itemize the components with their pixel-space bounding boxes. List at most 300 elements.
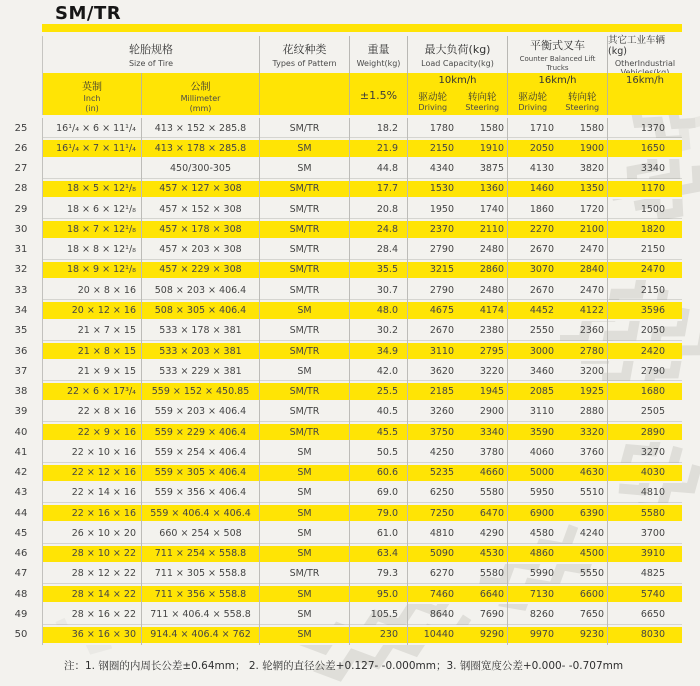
cell-size-mm: 413 × 178 × 285.8 xyxy=(142,138,260,158)
cell-size-mm: 413 × 152 × 285.8 xyxy=(142,118,260,138)
cell-load-driving: 1530 xyxy=(429,183,454,195)
row-cells xyxy=(42,483,682,503)
cell-size-mm: 711 × 254 × 558.8 xyxy=(142,544,260,564)
cell-load-driving: 8640 xyxy=(429,609,454,620)
cell-pattern: SM/TR xyxy=(260,280,350,300)
cell-lift-steering: 6600 xyxy=(558,584,608,604)
cell-weight: 17.7 xyxy=(350,179,408,199)
cell-size-inch: 20 × 8 × 16 xyxy=(42,280,142,300)
cell-size-mm: 660 × 254 × 508 xyxy=(142,523,260,543)
cell-lift-driving: 8260 xyxy=(529,609,554,620)
table-row xyxy=(0,402,682,422)
cell-lift-driving: 2270 xyxy=(529,223,554,235)
cell-size-mm: 559 × 203 × 406.4 xyxy=(142,402,260,422)
row-number: 25 xyxy=(14,122,28,134)
cell-size-mm: 457 × 152 × 308 xyxy=(142,199,260,219)
cell-other-industrial: 1170 xyxy=(640,183,665,195)
table-row xyxy=(0,523,682,543)
cell-load-steering: 6640 xyxy=(458,584,508,604)
row-cells xyxy=(42,442,682,462)
cell-lift-steering: 1900 xyxy=(558,138,608,158)
cell-lift-driving: 4580 xyxy=(529,527,554,539)
subheader-millimeter xyxy=(142,73,260,115)
cell-size-inch: 20 × 12 × 16 xyxy=(42,300,142,320)
cell-load-steering: 6470 xyxy=(458,503,508,523)
header-counter-zh: 平衡式叉车 xyxy=(530,38,585,52)
header-other-en1: OtherIndustrial xyxy=(614,59,676,68)
row-cells xyxy=(42,159,682,179)
cell-size-inch: 18 × 5 × 12¹/₈ xyxy=(42,179,142,199)
cell-other-industrial: 4810 xyxy=(640,487,665,499)
row-number: 40 xyxy=(14,426,28,438)
cell-load-driving: 4340 xyxy=(429,163,454,175)
cell-size-mm: 559 × 254 × 406.4 xyxy=(142,442,260,462)
cell-load-driving: 3215 xyxy=(429,264,454,276)
cell-load-steering: 9290 xyxy=(458,625,508,645)
cell-load-driving: 2370 xyxy=(429,223,454,235)
cell-load-steering: 2860 xyxy=(458,260,508,280)
cell-pattern: SM/TR xyxy=(260,179,350,199)
row-cells xyxy=(42,544,682,564)
row-number: 31 xyxy=(14,244,28,256)
cell-pattern: SM/TR xyxy=(260,422,350,442)
cell-size-inch: 18 × 8 × 12¹/₈ xyxy=(42,240,142,260)
subheader-mm-unit: (mm) xyxy=(189,103,212,113)
cell-lift-steering: 2470 xyxy=(558,280,608,300)
table-row xyxy=(0,604,682,624)
cell-pattern: SM xyxy=(260,604,350,624)
cell-lift-steering: 4500 xyxy=(558,544,608,564)
cell-load-driving: 2185 xyxy=(429,386,454,398)
cell-pattern: SM/TR xyxy=(260,118,350,138)
row-cells xyxy=(42,361,682,381)
cell-weight: 105.5 xyxy=(350,604,408,624)
cell-lift-steering: 2880 xyxy=(558,402,608,422)
cell-pattern: SM/TR xyxy=(260,199,350,219)
steering-en: Steering xyxy=(465,103,500,112)
cell-load-driving: 2790 xyxy=(429,284,454,296)
header-load-zh: 最大负荷(kg) xyxy=(424,43,491,56)
cell-lift-steering: 3760 xyxy=(558,442,608,462)
cell-load-steering: 1580 xyxy=(458,118,508,138)
cell-load-driving: 3110 xyxy=(429,345,454,357)
header-weight xyxy=(350,36,408,73)
cell-load-driving: 10440 xyxy=(423,629,454,641)
cell-load-steering: 2380 xyxy=(458,321,508,341)
cell-other-industrial: 3270 xyxy=(640,446,665,458)
cell-load-driving: 6250 xyxy=(429,487,454,499)
cell-lift-steering: 1580 xyxy=(558,118,608,138)
cell-lift-steering: 2470 xyxy=(558,240,608,260)
subheader-counter-16kmh xyxy=(508,73,608,115)
cell-weight: 42.0 xyxy=(350,361,408,381)
cell-lift-driving: 4060 xyxy=(529,446,554,458)
subheader-other-16kmh: 16km/h xyxy=(626,75,664,86)
subheader-inch-zh: 英制 xyxy=(82,81,102,93)
cell-weight: 63.4 xyxy=(350,544,408,564)
cell-pattern: SM xyxy=(260,544,350,564)
cell-other-industrial: 2050 xyxy=(640,325,665,337)
cell-size-inch: 22 × 14 × 16 xyxy=(42,483,142,503)
cell-pattern: SM/TR xyxy=(260,564,350,584)
cell-weight: 20.8 xyxy=(350,199,408,219)
cell-load-steering: 4174 xyxy=(458,300,508,320)
cell-size-mm: 450/300-305 xyxy=(142,159,260,179)
table-row xyxy=(0,341,682,361)
table-row xyxy=(0,422,682,442)
header-weight-en: Weight(kg) xyxy=(356,59,401,68)
cell-load-steering: 2900 xyxy=(458,402,508,422)
row-number: 30 xyxy=(14,223,28,235)
top-accent-bar xyxy=(42,24,682,32)
table-row xyxy=(0,564,682,584)
cell-weight: 30.7 xyxy=(350,280,408,300)
steering-zh: 转向轮 xyxy=(567,92,597,103)
row-number: 46 xyxy=(14,548,28,560)
subheader-counter-wheels xyxy=(508,86,607,115)
row-number: 48 xyxy=(14,588,28,600)
cell-load-driving: 3620 xyxy=(429,365,454,377)
row-number: 43 xyxy=(14,487,28,499)
cell-other-industrial: 5580 xyxy=(640,507,665,519)
row-cells xyxy=(42,402,682,422)
row-number: 41 xyxy=(14,446,28,458)
cell-size-inch: 28 × 12 × 22 xyxy=(42,564,142,584)
cell-pattern: SM xyxy=(260,300,350,320)
subheader-mm-zh: 公制 xyxy=(190,81,211,93)
subheader-load-driving xyxy=(408,86,458,115)
row-number: 39 xyxy=(14,406,28,418)
cell-other-industrial: 2505 xyxy=(640,406,665,418)
subheader-load-speed: 10km/h xyxy=(438,75,477,86)
cell-size-mm: 533 × 203 × 381 xyxy=(142,341,260,361)
cell-other-industrial: 2790 xyxy=(640,365,665,377)
cell-size-mm: 457 × 178 × 308 xyxy=(142,219,260,239)
cell-lift-steering: 9230 xyxy=(558,625,608,645)
table-row xyxy=(0,544,682,564)
driving-en: Driving xyxy=(418,103,448,112)
row-cells xyxy=(42,564,682,584)
table-row xyxy=(0,361,682,381)
header-other-industrial xyxy=(608,36,682,73)
page-title: SM/TR xyxy=(55,3,122,24)
cell-size-inch: 18 × 6 × 12¹/₈ xyxy=(42,199,142,219)
row-cells xyxy=(42,463,682,483)
cell-pattern: SM xyxy=(260,523,350,543)
driving-en: Driving xyxy=(518,103,548,112)
row-number: 45 xyxy=(14,527,28,539)
row-cells xyxy=(42,321,682,341)
table-row xyxy=(0,199,682,219)
row-number: 27 xyxy=(14,163,28,175)
cell-lift-driving: 5950 xyxy=(529,487,554,499)
cell-lift-driving: 6900 xyxy=(529,507,554,519)
cell-lift-driving: 1460 xyxy=(529,183,554,195)
subheader-load-steering xyxy=(458,86,508,115)
row-number: 44 xyxy=(14,507,28,519)
row-number: 29 xyxy=(14,203,28,215)
row-cells xyxy=(42,280,682,300)
cell-pattern: SM xyxy=(260,138,350,158)
cell-size-inch: 28 × 14 × 22 xyxy=(42,584,142,604)
row-number: 34 xyxy=(14,305,28,317)
cell-load-steering: 7690 xyxy=(458,604,508,624)
cell-other-industrial: 2890 xyxy=(640,426,665,438)
cell-load-driving: 4810 xyxy=(429,527,454,539)
cell-size-mm: 559 × 406.4 × 406.4 xyxy=(142,503,260,523)
cell-other-industrial: 2150 xyxy=(640,284,665,296)
cell-size-inch: 22 × 8 × 16 xyxy=(42,402,142,422)
cell-size-mm: 457 × 203 × 308 xyxy=(142,240,260,260)
cell-weight: 35.5 xyxy=(350,260,408,280)
driving-zh: 驱动轮 xyxy=(418,92,447,103)
cell-other-industrial: 5740 xyxy=(640,588,665,600)
subheader-counter-driving xyxy=(508,86,558,115)
row-cells xyxy=(42,118,682,138)
cell-weight: 34.9 xyxy=(350,341,408,361)
cell-size-inch: 22 × 9 × 16 xyxy=(42,422,142,442)
cell-lift-steering: 2360 xyxy=(558,321,608,341)
cell-lift-steering: 5550 xyxy=(558,564,608,584)
cell-size-inch: 18 × 9 × 12¹/₈ xyxy=(42,260,142,280)
cell-load-driving: 7460 xyxy=(429,588,454,600)
cell-size-mm: 914.4 × 406.4 × 762 xyxy=(142,625,260,645)
cell-load-steering: 1740 xyxy=(458,199,508,219)
header-counter-balanced xyxy=(508,36,608,73)
cell-pattern: SM xyxy=(260,442,350,462)
cell-lift-steering: 3820 xyxy=(558,159,608,179)
driving-zh: 驱动轮 xyxy=(518,92,547,103)
cell-lift-driving: 3110 xyxy=(529,406,554,418)
row-cells xyxy=(42,219,682,239)
row-cells xyxy=(42,138,682,158)
row-number: 28 xyxy=(14,183,28,195)
table-row xyxy=(0,159,682,179)
cell-lift-driving: 3000 xyxy=(529,345,554,357)
cell-weight: 45.5 xyxy=(350,422,408,442)
row-number: 26 xyxy=(14,142,28,154)
table-row xyxy=(0,442,682,462)
cell-size-inch: 21 × 7 × 15 xyxy=(42,321,142,341)
steering-zh: 转向轮 xyxy=(467,92,497,103)
cell-size-inch: 16¹/₄ × 7 × 11¹/₄ xyxy=(42,138,142,158)
cell-other-industrial: 2150 xyxy=(640,244,665,256)
cell-lift-driving: 4860 xyxy=(529,548,554,560)
cell-load-steering: 2480 xyxy=(458,240,508,260)
cell-lift-driving: 2670 xyxy=(529,284,554,296)
cell-other-industrial: 1650 xyxy=(640,142,665,154)
row-cells xyxy=(42,300,682,320)
header-weight-zh: 重量 xyxy=(367,43,390,56)
cell-other-industrial: 4030 xyxy=(640,467,665,479)
cell-pattern: SM xyxy=(260,463,350,483)
table-row xyxy=(0,483,682,503)
header-size-of-tire-zh: 轮胎规格 xyxy=(129,43,173,56)
cell-pattern: SM/TR xyxy=(260,219,350,239)
cell-size-mm: 559 × 152 × 450.85 xyxy=(142,381,260,401)
cell-load-driving: 5090 xyxy=(429,548,454,560)
cell-lift-steering: 3320 xyxy=(558,422,608,442)
cell-size-inch: 22 × 10 × 16 xyxy=(42,442,142,462)
row-number: 36 xyxy=(14,345,28,357)
cell-load-steering: 2480 xyxy=(458,280,508,300)
cell-load-steering: 5580 xyxy=(458,483,508,503)
row-cells xyxy=(42,422,682,442)
cell-size-mm: 711 × 406.4 × 558.8 xyxy=(142,604,260,624)
cell-size-mm: 457 × 127 × 308 xyxy=(142,179,260,199)
table-row xyxy=(0,260,682,280)
cell-lift-driving: 1860 xyxy=(529,203,554,215)
table-body xyxy=(0,118,682,645)
cell-lift-driving: 5990 xyxy=(529,568,554,580)
cell-load-steering: 3875 xyxy=(458,159,508,179)
cell-size-inch: 22 × 16 × 16 xyxy=(42,503,142,523)
cell-size-mm: 508 × 305 × 406.4 xyxy=(142,300,260,320)
subheader-inch-en: Inch xyxy=(83,93,101,103)
cell-weight: 230 xyxy=(350,625,408,645)
cell-size-mm: 457 × 229 × 308 xyxy=(142,260,260,280)
cell-load-driving: 5235 xyxy=(429,467,454,479)
row-cells xyxy=(42,240,682,260)
subheader-counter-speed: 16km/h xyxy=(538,75,577,86)
cell-load-steering: 1910 xyxy=(458,138,508,158)
table-row xyxy=(0,300,682,320)
cell-weight: 48.0 xyxy=(350,300,408,320)
cell-weight: 61.0 xyxy=(350,523,408,543)
footnote: 注：1. 钢圈的内周长公差±0.64mm； 2. 轮辋的直径公差+0.127- -0.000mm；3. 钢圈宽度公差+0.000- -0.707mm xyxy=(64,660,624,672)
cell-size-inch: 36 × 16 × 30 xyxy=(42,625,142,645)
cell-pattern: SM xyxy=(260,361,350,381)
cell-load-steering: 3780 xyxy=(458,442,508,462)
table-row xyxy=(0,625,682,645)
cell-lift-steering: 5510 xyxy=(558,483,608,503)
table-row xyxy=(0,381,682,401)
cell-size-mm: 533 × 229 × 381 xyxy=(142,361,260,381)
row-number: 49 xyxy=(14,609,28,620)
cell-lift-steering: 1925 xyxy=(558,381,608,401)
header-load-capacity xyxy=(408,36,508,73)
cell-lift-driving: 1710 xyxy=(529,122,554,134)
cell-pattern: SM/TR xyxy=(260,321,350,341)
cell-load-steering: 4660 xyxy=(458,463,508,483)
row-cells xyxy=(42,179,682,199)
cell-other-industrial: 1680 xyxy=(640,386,665,398)
cell-other-industrial: 3340 xyxy=(640,163,665,175)
row-cells xyxy=(42,199,682,219)
table-row xyxy=(0,584,682,604)
cell-other-industrial: 6650 xyxy=(640,609,665,620)
row-number: 32 xyxy=(14,264,28,276)
table-row xyxy=(0,179,682,199)
cell-other-industrial: 3596 xyxy=(640,305,665,317)
cell-weight: 60.6 xyxy=(350,463,408,483)
cell-load-steering: 4530 xyxy=(458,544,508,564)
row-number: 38 xyxy=(14,386,28,398)
cell-lift-steering: 1720 xyxy=(558,199,608,219)
subheader-weight-tolerance: ±1.5% xyxy=(350,73,408,115)
cell-pattern: SM xyxy=(260,625,350,645)
table-row xyxy=(0,138,682,158)
cell-other-industrial: 2420 xyxy=(640,345,665,357)
cell-load-driving: 3750 xyxy=(429,426,454,438)
cell-other-industrial: 1820 xyxy=(640,223,665,235)
cell-weight: 28.4 xyxy=(350,240,408,260)
header-load-en: Load Capacity(kg) xyxy=(421,59,494,68)
cell-size-mm: 559 × 356 × 406.4 xyxy=(142,483,260,503)
cell-lift-driving: 4130 xyxy=(529,163,554,175)
cell-size-mm: 533 × 178 × 381 xyxy=(142,321,260,341)
cell-lift-driving: 9970 xyxy=(529,629,554,641)
cell-pattern: SM xyxy=(260,159,350,179)
cell-load-driving: 1780 xyxy=(429,122,454,134)
steering-en: Steering xyxy=(565,103,600,112)
table-row xyxy=(0,321,682,341)
header-pattern-en: Types of Pattern xyxy=(272,59,337,68)
cell-size-mm: 559 × 305 × 406.4 xyxy=(142,463,260,483)
cell-pattern: SM xyxy=(260,483,350,503)
cell-lift-driving: 2085 xyxy=(529,386,554,398)
cell-load-steering: 2795 xyxy=(458,341,508,361)
cell-weight: 79.0 xyxy=(350,503,408,523)
cell-size-inch: 22 × 12 × 16 xyxy=(42,463,142,483)
subheader-pattern-empty xyxy=(260,73,350,115)
table-header-subcolumns xyxy=(42,73,682,115)
header-size-of-tire-en: Size of Tire xyxy=(128,59,174,68)
cell-load-steering: 1360 xyxy=(458,179,508,199)
cell-pattern: SM/TR xyxy=(260,381,350,401)
cell-lift-steering: 4122 xyxy=(558,300,608,320)
row-cells xyxy=(42,260,682,280)
cell-weight: 44.8 xyxy=(350,159,408,179)
cell-weight: 18.2 xyxy=(350,118,408,138)
cell-weight: 21.9 xyxy=(350,138,408,158)
row-number: 50 xyxy=(14,629,28,641)
header-pattern-zh: 花纹种类 xyxy=(282,43,327,56)
cell-weight: 79.3 xyxy=(350,564,408,584)
cell-lift-driving: 7130 xyxy=(529,588,554,600)
row-cells xyxy=(42,341,682,361)
cell-weight: 24.8 xyxy=(350,219,408,239)
cell-pattern: SM/TR xyxy=(260,260,350,280)
cell-size-inch: 28 × 16 × 22 xyxy=(42,604,142,624)
cell-size-inch: 21 × 8 × 15 xyxy=(42,341,142,361)
cell-load-driving: 2670 xyxy=(429,325,454,337)
cell-load-driving: 6270 xyxy=(429,568,454,580)
cell-size-inch: 22 × 6 × 17³/₄ xyxy=(42,381,142,401)
cell-load-driving: 3260 xyxy=(429,406,454,418)
cell-lift-driving: 3460 xyxy=(529,365,554,377)
cell-lift-steering: 2840 xyxy=(558,260,608,280)
cell-load-driving: 7250 xyxy=(429,507,454,519)
cell-load-steering: 3220 xyxy=(458,361,508,381)
cell-pattern: SM/TR xyxy=(260,341,350,361)
cell-lift-steering: 2100 xyxy=(558,219,608,239)
cell-load-driving: 2150 xyxy=(429,142,454,154)
cell-pattern: SM/TR xyxy=(260,240,350,260)
cell-size-mm: 508 × 203 × 406.4 xyxy=(142,280,260,300)
cell-pattern: SM xyxy=(260,584,350,604)
cell-lift-driving: 4452 xyxy=(529,305,554,317)
cell-weight: 50.5 xyxy=(350,442,408,462)
subheader-inch-unit: (in) xyxy=(85,103,99,113)
cell-load-driving: 1950 xyxy=(429,203,454,215)
cell-lift-steering: 6390 xyxy=(558,503,608,523)
cell-lift-driving: 3070 xyxy=(529,264,554,276)
cell-size-mm: 559 × 229 × 406.4 xyxy=(142,422,260,442)
cell-load-steering: 1945 xyxy=(458,381,508,401)
cell-size-inch: 16¹/₄ × 6 × 11¹/₄ xyxy=(42,118,142,138)
cell-load-steering: 3340 xyxy=(458,422,508,442)
